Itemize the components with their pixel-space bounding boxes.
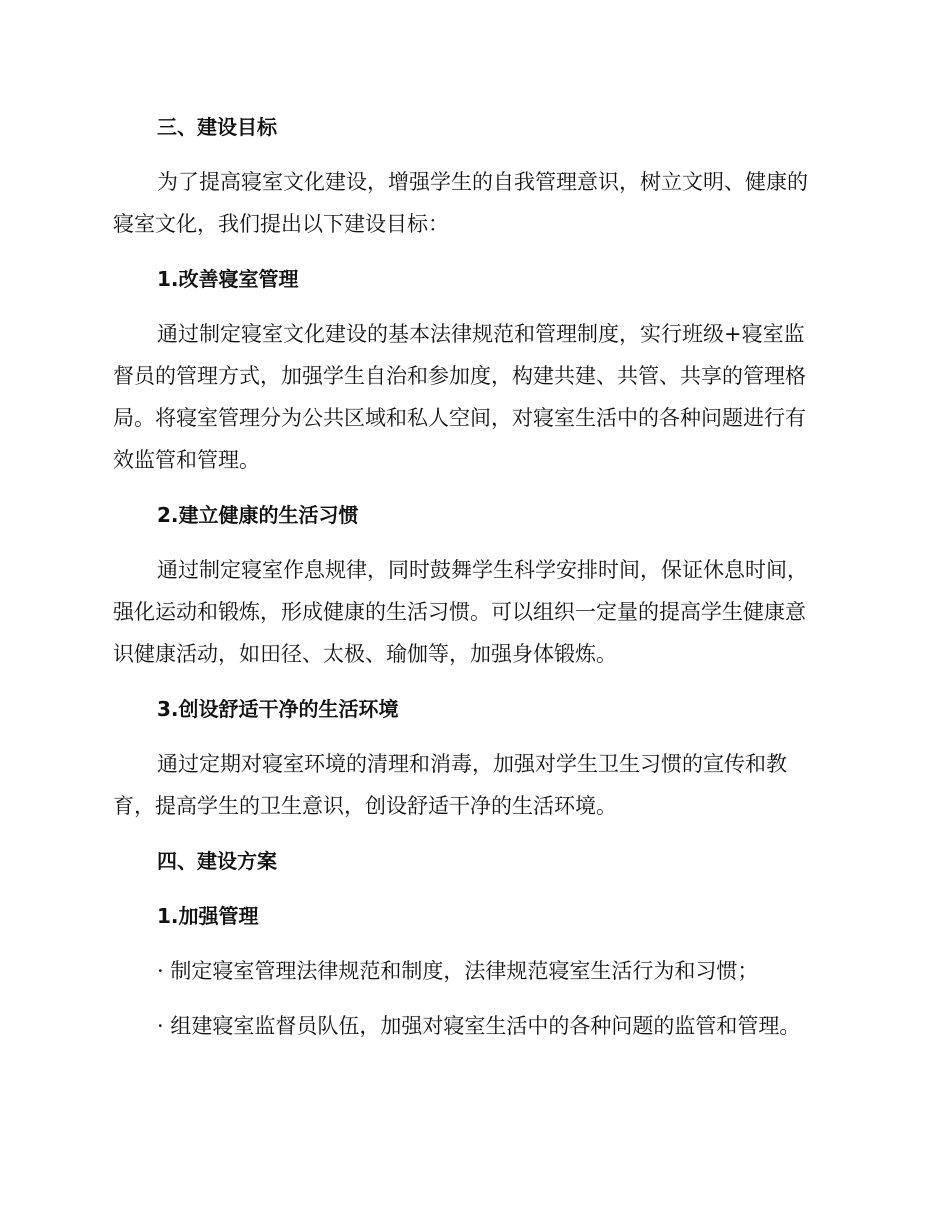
goal-1-paragraph-line-1: 通过制定寝室文化建设的基本法律规范和管理制度，实行班级+寝室监 <box>157 322 805 346</box>
goal-1-paragraph-line-3: 局。将寝室管理分为公共区域和私人空间，对寝室生活中的各种问题进行有 <box>113 406 806 430</box>
goal-3-paragraph-line-2: 育，提高学生的卫生意识，创设舒适干净的生活环境。 <box>113 794 617 818</box>
goal-3-paragraph-line-1: 通过定期对寝室环境的清理和消毒，加强对学生卫生习惯的宣传和教 <box>157 752 787 776</box>
goal-1-heading: 1.改善寝室管理 <box>157 267 299 291</box>
goal-2-paragraph-line-3: 识健康活动，如田径、太极、瑜伽等，加强身体锻炼。 <box>113 642 617 666</box>
intro-paragraph-line-2: 寝室文化，我们提出以下建设目标： <box>113 212 449 236</box>
goal-2-heading: 2.建立健康的生活习惯 <box>157 503 359 527</box>
section-4-heading: 四、建设方案 <box>157 849 277 873</box>
intro-paragraph-line-1: 为了提高寝室文化建设，增强学生的自我管理意识，树立文明、健康的 <box>157 170 808 194</box>
plan-1-bullet-2: · 组建寝室监督员队伍，加强对寝室生活中的各种问题的监管和管理。 <box>157 1014 801 1038</box>
section-3-heading: 三、建设目标 <box>157 115 277 139</box>
goal-3-heading: 3.创设舒适干净的生活环境 <box>157 697 399 721</box>
goal-1-paragraph-line-4: 效监管和管理。 <box>113 448 260 472</box>
goal-2-paragraph-line-2: 强化运动和锻炼，形成健康的生活习惯。可以组织一定量的提高学生健康意 <box>113 600 806 624</box>
plan-1-heading: 1.加强管理 <box>157 904 259 928</box>
goal-2-paragraph-line-1: 通过制定寝室作息规律，同时鼓舞学生科学安排时间，保证休息时间， <box>157 558 808 582</box>
goal-1-paragraph-line-2: 督员的管理方式，加强学生自治和参加度，构建共建、共管、共享的管理格 <box>113 364 806 388</box>
plan-1-bullet-1: · 制定寝室管理法律规范和制度，法律规范寝室生活行为和习惯； <box>157 959 759 983</box>
